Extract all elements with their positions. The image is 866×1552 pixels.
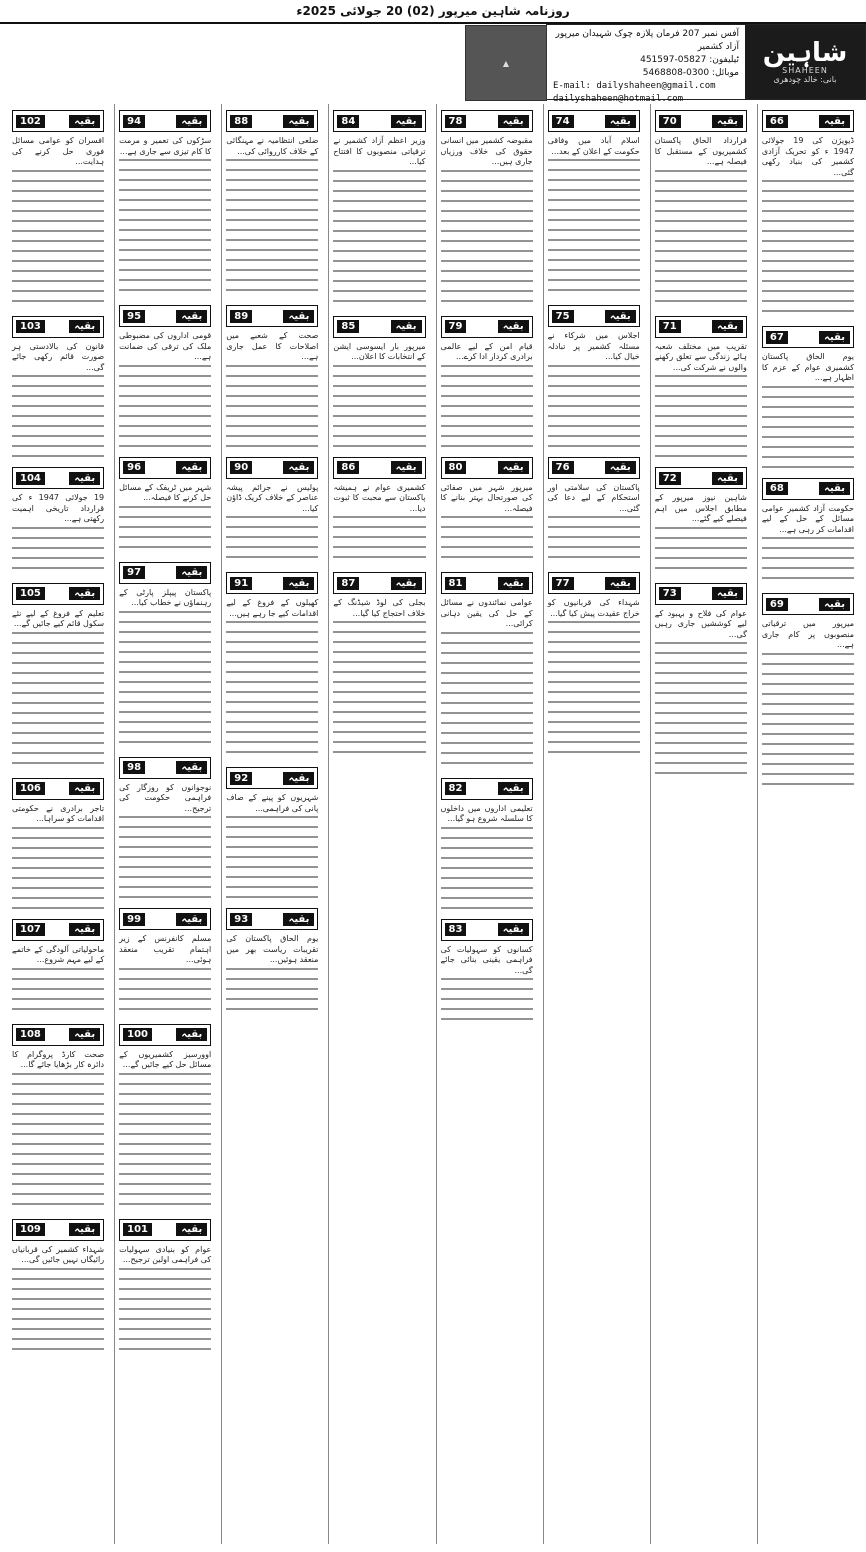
phone-row <box>553 54 739 67</box>
text-block-lines <box>762 180 854 320</box>
continuation-label: بقیہ <box>69 1028 100 1041</box>
continuation-box <box>12 1219 104 1241</box>
continuation-label: بقیہ <box>391 461 422 474</box>
article-text: میرپور میں ترقیاتی منصوبوں پر کام جاری ہے... <box>761 619 854 649</box>
text-block-lines <box>12 527 104 577</box>
email-primary: dailyshaheen@gmail.com <box>596 81 716 91</box>
text-block-lines <box>12 170 104 310</box>
continuation-label: بقیہ <box>712 472 743 485</box>
text-block-lines <box>226 621 318 761</box>
masthead-info <box>547 25 745 104</box>
continuation-label: بقیہ <box>819 331 850 344</box>
continuation-box <box>441 572 533 594</box>
continuation-box <box>12 919 104 941</box>
article-text: کسانوں کو سہولیات کی فراہمی یقینی بنائی جائے گی... <box>440 944 533 975</box>
continuation-label: بقیہ <box>69 115 100 128</box>
article-text: شاہین نیوز میرپور کے مطابق اجلاس میں اہم فیصلے کیے گئے... <box>654 493 747 523</box>
continuation-label: بقیہ <box>605 115 636 128</box>
continuation-number: 109 <box>16 1223 45 1236</box>
newspaper-logo <box>745 25 865 99</box>
continuation-label: بقیہ <box>176 115 207 128</box>
continuation-number: 80 <box>445 461 467 474</box>
continuation-label: بقیہ <box>283 577 314 590</box>
continuation-number: 69 <box>766 598 788 611</box>
mobile-number: 0300-5468808 <box>642 68 710 78</box>
continuation-box <box>119 305 211 327</box>
news-column <box>221 104 322 1544</box>
continuation-number: 105 <box>16 587 45 600</box>
text-block-lines <box>226 159 318 299</box>
continuation-box <box>655 110 747 132</box>
continuation-number: 70 <box>659 115 681 128</box>
continuation-label: بقیہ <box>176 913 207 926</box>
continuation-number: 81 <box>445 577 467 590</box>
article-text: وزیر اعظم آزاد کشمیر نے ترقیاتی منصوبوں کا افتتاح کیا... <box>333 136 426 166</box>
news-column <box>114 104 215 1544</box>
continuation-box <box>12 583 104 605</box>
text-block-lines <box>119 816 211 902</box>
continuation-label: بقیہ <box>69 587 100 600</box>
continuation-number: 98 <box>123 761 145 774</box>
continuation-box <box>655 467 747 489</box>
continuation-number: 68 <box>766 482 788 495</box>
continuation-box <box>333 457 425 479</box>
article-text: افسران کو عوامی مسائل فوری حل کرنے کی ہدایت... <box>12 136 105 166</box>
continuation-number: 75 <box>552 310 574 323</box>
continuation-box <box>441 919 533 941</box>
masthead <box>502 24 866 104</box>
text-block-lines <box>119 611 211 751</box>
continuation-number: 91 <box>230 577 252 590</box>
text-block-lines <box>548 621 640 761</box>
continuation-box <box>333 316 425 338</box>
article-text: سڑکوں کی تعمیر و مرمت کا کام تیزی سے جاری ہے... <box>119 136 212 156</box>
continuation-number: 107 <box>16 923 45 936</box>
text-block-lines <box>762 653 854 793</box>
continuation-label: بقیہ <box>283 913 314 926</box>
article-text: 19 جولائی 1947 ء کی قرارداد تاریخی اہمیت رکھتی ہے... <box>12 493 105 523</box>
continuation-label: بقیہ <box>391 320 422 333</box>
continuation-number: 79 <box>445 320 467 333</box>
continuation-number: 74 <box>552 115 574 128</box>
text-block-lines <box>441 516 533 566</box>
article-text: اسلام آباد میں وفاقی حکومت کے اعلان کے بعد... <box>547 136 640 156</box>
text-block-lines <box>548 516 640 566</box>
article-text: صحت کے شعبے میں اصلاحات کا عمل جاری ہے... <box>226 331 319 361</box>
continuation-box <box>119 757 211 779</box>
article-text: یوم الحاق پاکستان کی تقریبات ریاست بھر میں منعقد ہوئیں... <box>226 934 319 964</box>
continuation-label: بقیہ <box>498 461 529 474</box>
continuation-label: بقیہ <box>283 115 314 128</box>
text-block-lines <box>441 170 533 310</box>
text-block-lines <box>655 642 747 782</box>
continuation-number: 101 <box>123 1223 152 1236</box>
continuation-number: 104 <box>16 472 45 485</box>
text-block-lines <box>226 516 318 566</box>
continuation-label: بقیہ <box>176 1223 207 1236</box>
text-block-lines <box>119 1073 211 1213</box>
text-block-lines <box>333 170 425 310</box>
news-column <box>328 104 429 1544</box>
article-text: قانون کی بالادستی ہر صورت قائم رکھی جائے گی... <box>12 341 105 372</box>
text-block-lines <box>12 827 104 913</box>
article-text: اجلاس میں شرکاء نے مسئلہ کشمیر پر تبادلہ خیال کیا... <box>547 331 640 361</box>
continuation-box <box>333 110 425 132</box>
continuation-label: بقیہ <box>498 923 529 936</box>
continuation-label: بقیہ <box>498 577 529 590</box>
email-row: E-mail: dailyshaheen@gmail.com <box>553 81 716 91</box>
continuation-number: 100 <box>123 1028 152 1041</box>
text-block-lines <box>333 516 425 566</box>
continuation-box <box>12 316 104 338</box>
continuation-label: بقیہ <box>69 782 100 795</box>
text-block-lines <box>12 1268 104 1354</box>
article-text: شہداء کی قربانیوں کو خراج عقیدت پیش کیا گیا... <box>547 598 640 618</box>
text-block-lines <box>762 537 854 587</box>
continuation-label: بقیہ <box>498 320 529 333</box>
article-text: ڈیویژن کی 19 جولائی 1947 ء کو تحریک آزادی کشمیر کی بنیاد رکھی گئی... <box>761 136 855 177</box>
continuation-number: 102 <box>16 115 45 128</box>
text-block-lines <box>119 159 211 299</box>
text-block-lines <box>119 506 211 556</box>
continuation-box <box>441 316 533 338</box>
phone-number: 05827-451597 <box>640 55 707 65</box>
eagle-emblem-image: ▲ <box>465 25 547 101</box>
date-header <box>0 0 866 24</box>
text-block-lines <box>226 968 318 1018</box>
news-column <box>8 104 108 1544</box>
continuation-box <box>655 316 747 338</box>
continuation-label: بقیہ <box>605 461 636 474</box>
article-text: مقبوضہ کشمیر میں انسانی حقوق کی خلاف ورزیاں جاری ہیں... <box>440 136 533 166</box>
phone-label: ٹیلیفون: <box>709 55 739 65</box>
text-block-lines <box>333 365 425 451</box>
text-block-lines <box>12 632 104 772</box>
article-text: قومی اداروں کی مضبوطی ملک کی ترقی کی ضمانت ہے... <box>119 331 212 361</box>
office-address: آفس نمبر 207 فرمان پلازہ چوک شہیدان میرپور آزاد کشمیر <box>555 29 739 52</box>
news-column <box>650 104 751 1544</box>
text-block-lines <box>441 827 533 913</box>
text-block-lines <box>119 365 211 451</box>
text-block-lines <box>441 978 533 1028</box>
continuation-label: بقیہ <box>819 482 850 495</box>
article-text: ضلعی انتظامیہ نے مہنگائی کے خلاف کارروائی کی... <box>226 136 319 156</box>
continuation-label: بقیہ <box>176 1028 207 1041</box>
text-block-lines <box>333 621 425 761</box>
continuation-number: 73 <box>659 587 681 600</box>
continuation-box <box>548 110 640 132</box>
continuation-number: 86 <box>337 461 359 474</box>
continuation-number: 99 <box>123 913 145 926</box>
continuation-number: 92 <box>230 772 252 785</box>
text-block-lines <box>441 365 533 451</box>
article-text: پولیس نے جرائم پیشہ عناصر کے خلاف کریک ڈاؤن کیا... <box>226 482 319 513</box>
article-text: شہر میں ٹریفک کے مسائل حل کرنے کا فیصلہ... <box>119 482 212 502</box>
article-text: عوام کو بنیادی سہولیات کی فراہمی اولین ترجیح... <box>119 1244 212 1264</box>
continuation-label: بقیہ <box>712 115 743 128</box>
continuation-label: بقیہ <box>69 320 100 333</box>
continuation-box <box>441 778 533 800</box>
text-block-lines <box>12 968 104 1018</box>
continuation-box <box>12 1024 104 1046</box>
continuation-number: 103 <box>16 320 45 333</box>
continuation-number: 77 <box>552 577 574 590</box>
mobile-label: موبائل: <box>711 68 739 78</box>
continuation-number: 84 <box>337 115 359 128</box>
continuation-number: 85 <box>337 320 359 333</box>
continuation-label: بقیہ <box>391 577 422 590</box>
article-text: پاکستان پیپلز پارٹی کے رہنماؤں نے خطاب کیا... <box>119 587 212 607</box>
continuation-box <box>119 1219 211 1241</box>
continuation-label: بقیہ <box>819 115 850 128</box>
continuation-box <box>441 110 533 132</box>
continuation-label: بقیہ <box>605 310 636 323</box>
continuation-number: 95 <box>123 310 145 323</box>
continuation-label: بقیہ <box>176 761 207 774</box>
continuation-label: بقیہ <box>819 598 850 611</box>
article-text: عوام کی فلاح و بہبود کے لیے کوششیں جاری رہیں گی... <box>654 608 747 639</box>
logo-title: شاہین <box>762 38 848 68</box>
continuation-box <box>441 457 533 479</box>
logo-english: SHAHEEN <box>782 66 828 75</box>
continuation-label: بقیہ <box>283 772 314 785</box>
continuation-number: 83 <box>445 923 467 936</box>
article-text: کھیلوں کے فروغ کے لیے اقدامات کیے جا رہے ہیں... <box>226 598 319 618</box>
continuation-label: بقیہ <box>712 587 743 600</box>
text-block-lines <box>548 159 640 299</box>
continuation-label: بقیہ <box>391 115 422 128</box>
continuation-box <box>548 305 640 327</box>
columns-container <box>8 104 858 1544</box>
article-text: قیام امن کے لیے عالمی برادری کردار ادا کرے... <box>440 341 533 361</box>
continuation-label: بقیہ <box>283 310 314 323</box>
article-text: کشمیری عوام نے ہمیشہ پاکستان سے محبت کا ثبوت دیا... <box>333 482 426 513</box>
news-column <box>436 104 537 1544</box>
continuation-box <box>762 478 854 500</box>
text-block-lines <box>655 375 747 461</box>
text-block-lines <box>762 386 854 472</box>
mobile-row <box>553 67 739 80</box>
continuation-box <box>12 110 104 132</box>
article-text: بجلی کی لوڈ شیڈنگ کے خلاف احتجاج کیا گیا... <box>333 598 426 618</box>
article-text: مسلم کانفرنس کے زیر اہتمام تقریب منعقد ہوئی... <box>119 934 212 964</box>
continuation-box <box>119 562 211 584</box>
continuation-box <box>762 593 854 615</box>
continuation-box <box>226 908 318 930</box>
article-text: حکومت آزاد کشمیر عوامی مسائل کے حل کے لیے اقدامات کر رہی ہے... <box>761 503 854 534</box>
continuation-label: بقیہ <box>69 1223 100 1236</box>
news-column <box>543 104 644 1544</box>
continuation-label: بقیہ <box>176 461 207 474</box>
article-text: تاجر برادری نے حکومتی اقدامات کو سراہا... <box>12 803 105 823</box>
continuation-number: 76 <box>552 461 574 474</box>
article-text: نوجوانوں کو روزگار کی فراہمی حکومت کی ترجیح... <box>119 782 212 813</box>
continuation-label: بقیہ <box>498 115 529 128</box>
text-block-lines <box>12 375 104 461</box>
continuation-box <box>119 1024 211 1046</box>
continuation-box <box>548 572 640 594</box>
continuation-label: بقیہ <box>176 566 207 579</box>
text-block-lines <box>441 632 533 772</box>
text-block-lines <box>226 365 318 451</box>
continuation-number: 108 <box>16 1028 45 1041</box>
article-text: شہریوں کو پینے کے صاف پانی کی فراہمی... <box>226 793 319 813</box>
continuation-box <box>119 110 211 132</box>
email-label: E-mail <box>553 81 586 91</box>
continuation-number: 88 <box>230 115 252 128</box>
date-header-text: روزنامہ شاہین میرپور (02) 20 جولائی 2025ء <box>296 4 570 18</box>
continuation-box <box>226 457 318 479</box>
article-text: صحت کارڈ پروگرام کا دائرہ کار بڑھایا جائے گا... <box>12 1049 105 1069</box>
continuation-number: 97 <box>123 566 145 579</box>
article-text: تعلیمی اداروں میں داخلوں کا سلسلہ شروع ہو گیا... <box>440 803 533 823</box>
continuation-box <box>762 326 854 348</box>
continuation-number: 82 <box>445 782 467 795</box>
article-text: اوورسیز کشمیریوں کے مسائل حل کیے جائیں گے... <box>119 1049 212 1069</box>
continuation-number: 71 <box>659 320 681 333</box>
continuation-label: بقیہ <box>69 472 100 485</box>
article-text: قرارداد الحاق پاکستان کشمیریوں کے مستقبل کا فیصلہ ہے... <box>654 136 747 166</box>
continuation-box <box>548 457 640 479</box>
article-text: پاکستان کی سلامتی اور استحکام کے لیے دعا کی گئی... <box>547 482 640 513</box>
continuation-box <box>762 110 854 132</box>
continuation-box <box>226 110 318 132</box>
text-block-lines <box>548 365 640 451</box>
continuation-box <box>12 778 104 800</box>
continuation-number: 78 <box>445 115 467 128</box>
continuation-box <box>119 457 211 479</box>
continuation-number: 87 <box>337 577 359 590</box>
article-text: میرپور بار ایسوسی ایشن کے انتخابات کا اعلان... <box>333 341 426 361</box>
continuation-label: بقیہ <box>69 923 100 936</box>
founder-line: بانی: خالد چودھری <box>773 75 837 84</box>
news-column <box>757 104 858 1544</box>
continuation-label: بقیہ <box>176 310 207 323</box>
article-text: عوامی نمائندوں نے مسائل کے حل کی یقین دہانی کرائی... <box>440 598 533 628</box>
continuation-box <box>226 767 318 789</box>
continuation-number: 66 <box>766 115 788 128</box>
continuation-box <box>333 572 425 594</box>
continuation-number: 89 <box>230 310 252 323</box>
email-secondary: dailyshaheen@hotmail.com <box>553 94 684 104</box>
article-text: تعلیم کے فروغ کے لیے نئے سکول قائم کیے جائیں گے... <box>12 608 105 628</box>
continuation-label: بقیہ <box>498 782 529 795</box>
continuation-number: 90 <box>230 461 252 474</box>
text-block-lines <box>12 1073 104 1213</box>
text-block-lines <box>655 170 747 310</box>
continuation-label: بقیہ <box>283 461 314 474</box>
continuation-box <box>119 908 211 930</box>
article-text: تقریب میں مختلف شعبہ ہائے زندگی سے تعلق رکھنے والوں نے شرکت کی... <box>654 341 747 372</box>
continuation-box <box>12 467 104 489</box>
continuation-number: 72 <box>659 472 681 485</box>
text-block-lines <box>119 1268 211 1354</box>
article-text: یوم الحاق پاکستان کشمیری عوام کے عزم کا اظہار ہے... <box>761 352 854 382</box>
continuation-label: بقیہ <box>605 577 636 590</box>
text-block-lines <box>655 527 747 577</box>
continuation-number: 67 <box>766 331 788 344</box>
text-block-lines <box>226 816 318 902</box>
text-block-lines <box>119 968 211 1018</box>
article-text: شہداء کشمیر کی قربانیاں رائیگاں نہیں جائیں گی... <box>12 1244 105 1264</box>
continuation-label: بقیہ <box>712 320 743 333</box>
continuation-box <box>226 305 318 327</box>
continuation-number: 93 <box>230 913 252 926</box>
continuation-number: 94 <box>123 115 145 128</box>
article-text: میرپور شہر میں صفائی کی صورتحال بہتر بنانے کا فیصلہ... <box>440 482 533 513</box>
continuation-number: 96 <box>123 461 145 474</box>
continuation-box <box>226 572 318 594</box>
continuation-box <box>655 583 747 605</box>
article-text: ماحولیاتی آلودگی کے خاتمے کے لیے مہم شروع... <box>12 944 105 964</box>
continuation-number: 106 <box>16 782 45 795</box>
